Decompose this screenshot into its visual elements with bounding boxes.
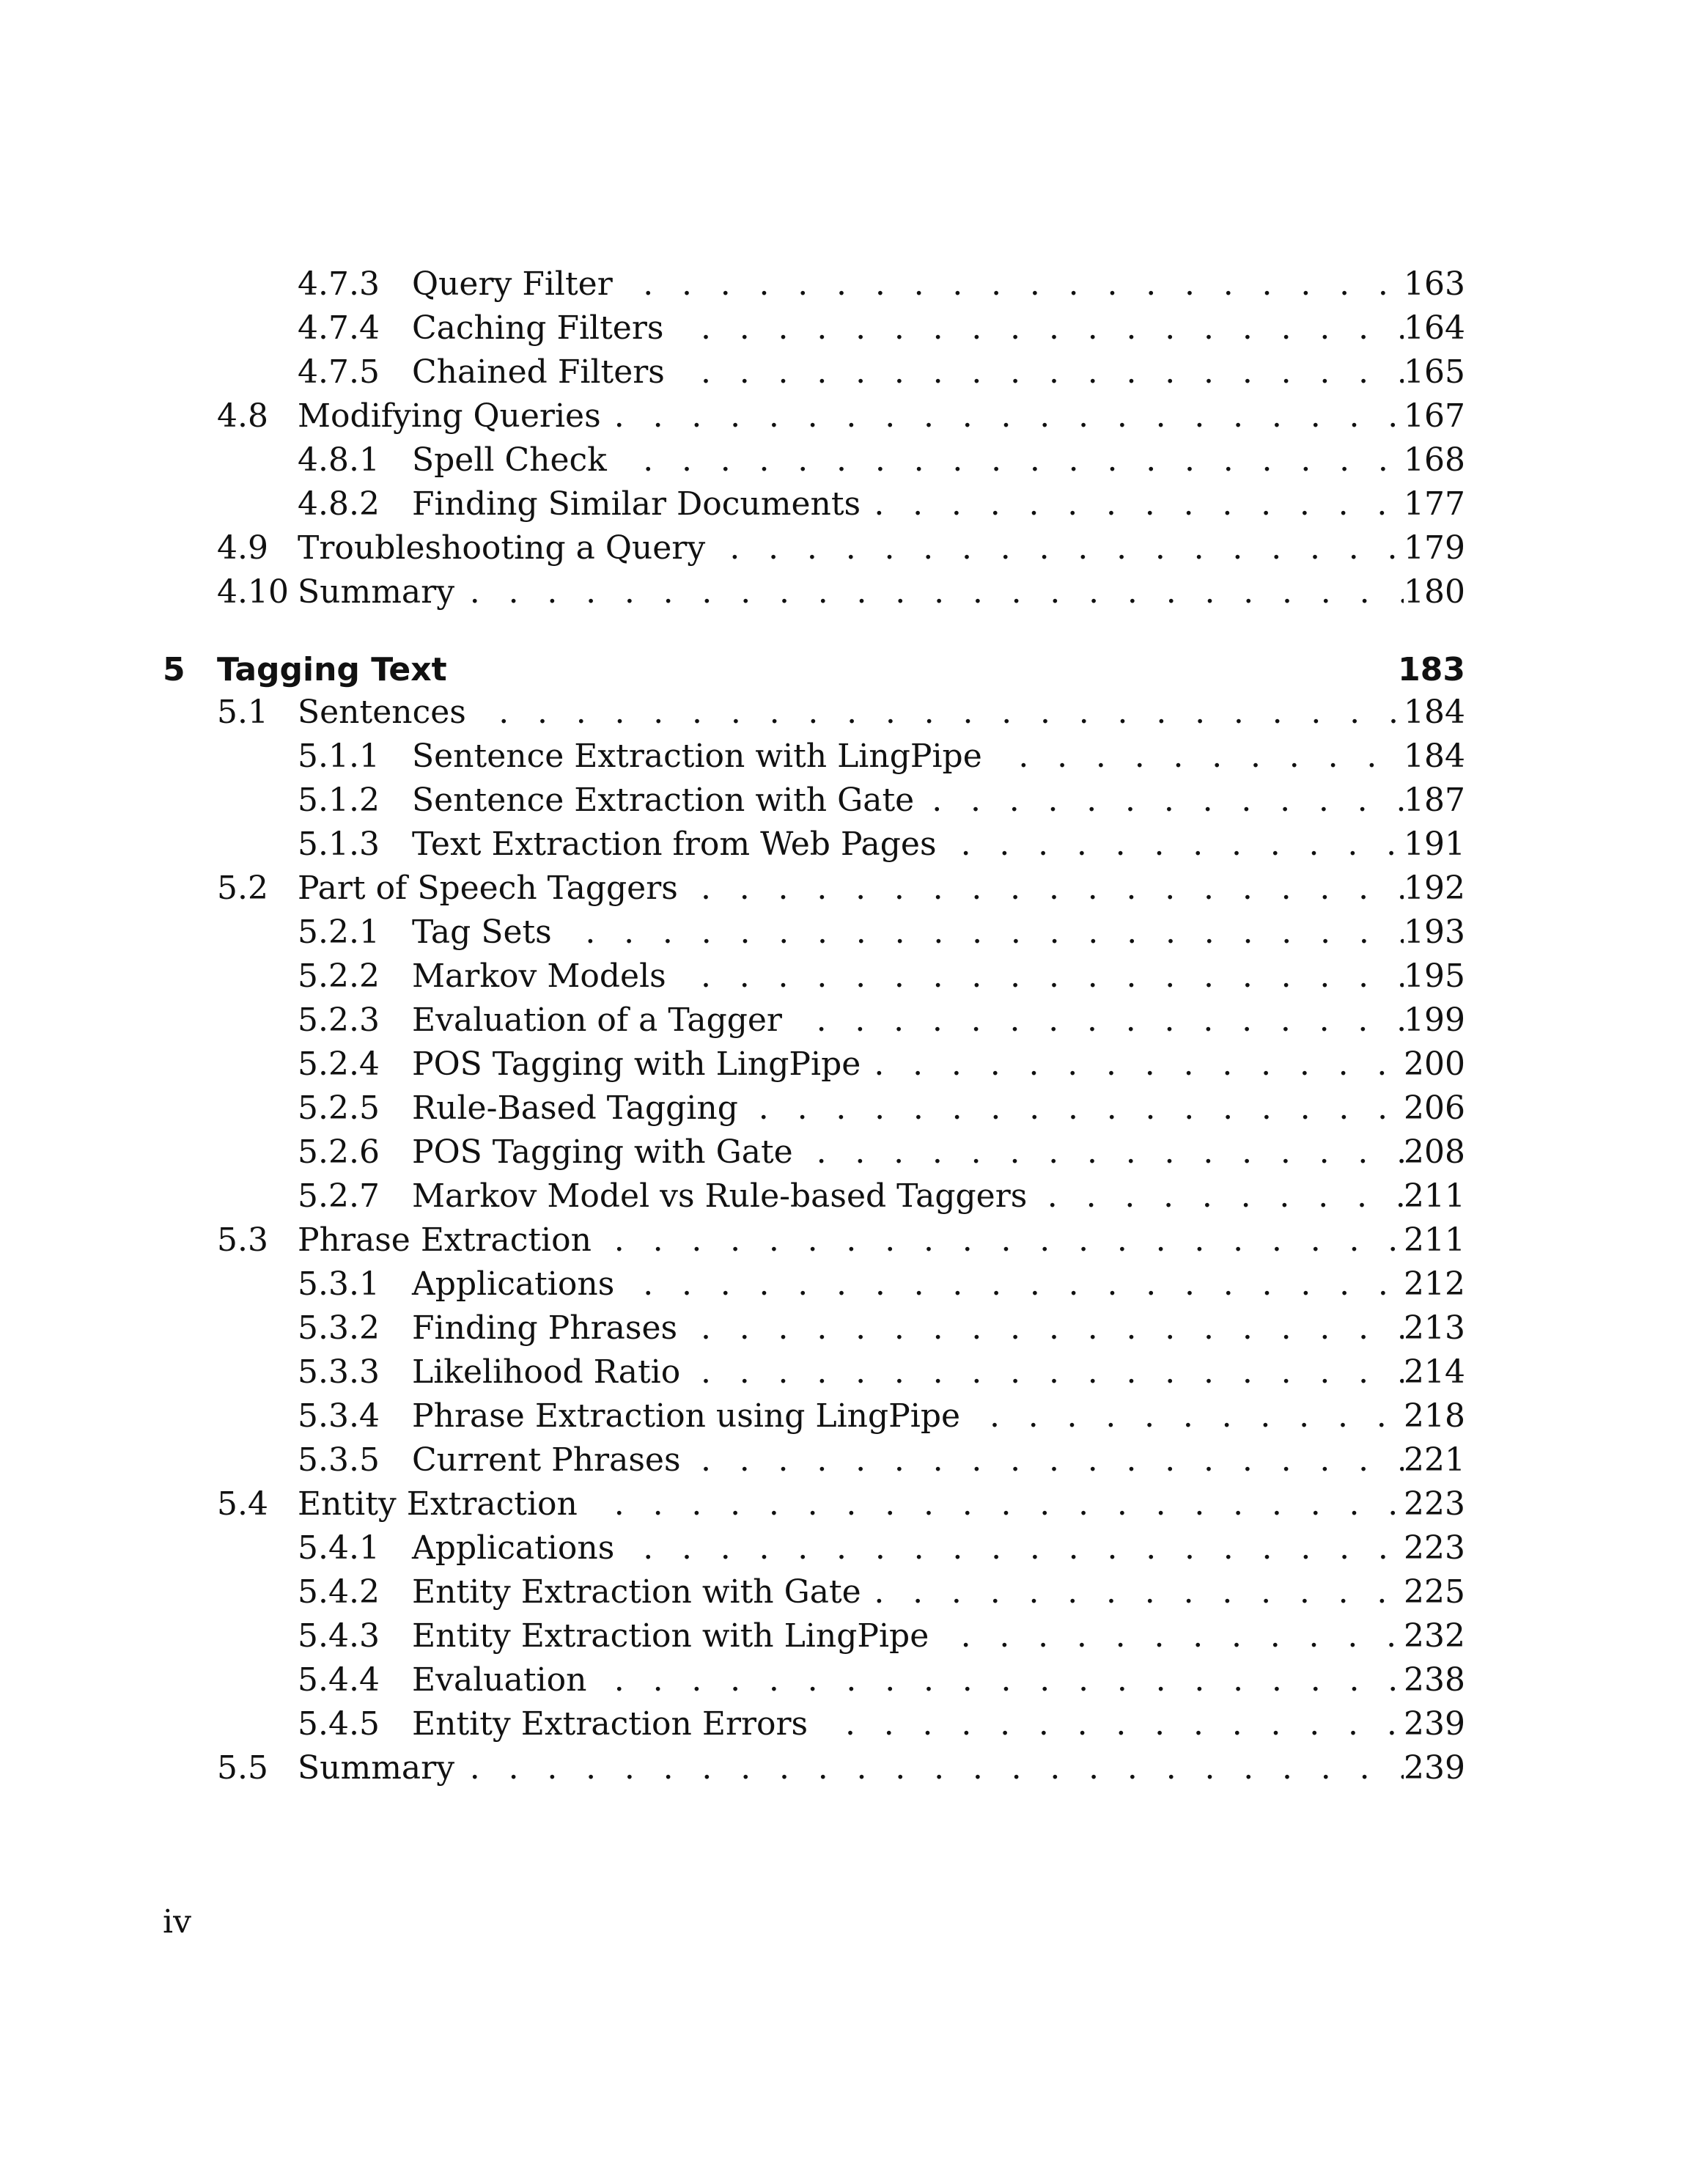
toc-entry-number: 5.1.1 xyxy=(298,738,380,775)
toc-entry-page: 193 xyxy=(1404,911,1465,955)
toc-entry-page: 239 xyxy=(1404,1702,1465,1746)
toc-entry-title: Evaluation of a Tagger xyxy=(412,1001,782,1039)
toc-entry[interactable] xyxy=(0,1043,1691,1087)
dot-leader xyxy=(961,823,1464,867)
toc-entry-page: 168 xyxy=(1404,438,1465,482)
toc-entry-number: 5.2.3 xyxy=(298,1001,380,1039)
toc-entry-page: 223 xyxy=(1404,1526,1465,1570)
toc-entry-page: 206 xyxy=(1404,1087,1465,1130)
toc-entry-page: 200 xyxy=(1404,1043,1465,1087)
dot-leader xyxy=(1018,735,1464,779)
toc-entry-number: 4.9 xyxy=(217,529,268,567)
dot-leader xyxy=(701,1350,1464,1394)
toc-entry-number: 5.3.3 xyxy=(298,1353,380,1391)
dot-leader xyxy=(729,526,1464,570)
toc-entry[interactable] xyxy=(0,1438,1691,1482)
toc-entry-number: 5.4.5 xyxy=(298,1705,380,1743)
toc-entry-title: Troubleshooting a Query xyxy=(298,529,706,567)
toc-entry-page: 195 xyxy=(1404,955,1465,999)
toc-entry[interactable] xyxy=(0,1174,1691,1218)
toc-entry-number: 4.7.4 xyxy=(298,309,380,347)
toc-entry-number: 5.2.2 xyxy=(298,957,380,995)
toc-entry[interactable] xyxy=(0,779,1691,823)
toc-entry-number: 5 xyxy=(163,651,185,688)
dot-leader xyxy=(701,306,1464,350)
toc-entry-title: Sentences xyxy=(298,694,466,731)
toc-entry-title: POS Tagging with LingPipe xyxy=(412,1045,861,1083)
toc-entry-title: Current Phrases xyxy=(412,1441,681,1479)
toc-entry[interactable] xyxy=(0,1702,1691,1746)
toc-entry[interactable] xyxy=(0,1614,1691,1658)
toc-entry[interactable] xyxy=(0,1218,1691,1262)
toc-entry-page: 232 xyxy=(1404,1614,1465,1658)
dot-leader xyxy=(845,1702,1464,1746)
toc-entry-title: Likelihood Ratio xyxy=(412,1353,681,1391)
dot-leader xyxy=(643,262,1464,306)
toc-entry-page: 239 xyxy=(1404,1746,1465,1790)
dot-leader xyxy=(614,1482,1464,1526)
toc-entry[interactable] xyxy=(0,350,1691,394)
dot-leader xyxy=(701,1438,1464,1482)
toc-entry-number: 5.2.6 xyxy=(298,1133,380,1171)
dot-leader xyxy=(585,911,1464,955)
toc-entry-number: 5.2.7 xyxy=(298,1177,380,1215)
dot-leader xyxy=(759,1087,1464,1130)
toc-entry-number: 5.3.5 xyxy=(298,1441,380,1479)
toc-entry-page: 163 xyxy=(1404,262,1465,306)
toc-entry-title: Applications xyxy=(412,1265,615,1303)
toc-entry[interactable] xyxy=(0,570,1691,614)
toc-entry-title: Summary xyxy=(298,573,455,611)
dot-leader xyxy=(701,350,1464,394)
toc-entry-number: 5.4.3 xyxy=(298,1617,380,1655)
toc-entry-title: Caching Filters xyxy=(412,309,664,347)
toc-entry-page: 167 xyxy=(1404,394,1465,438)
toc-entry[interactable] xyxy=(0,1482,1691,1526)
toc-entry-page: 214 xyxy=(1404,1350,1465,1394)
dot-leader xyxy=(643,1262,1464,1306)
dot-leader xyxy=(643,438,1464,482)
toc-entry-title: POS Tagging with Gate xyxy=(412,1133,793,1171)
toc-entry-title: Markov Models xyxy=(412,957,666,995)
toc-entry-page: 225 xyxy=(1404,1570,1465,1614)
toc-entry-page: 199 xyxy=(1404,999,1465,1043)
toc-entry-title: Entity Extraction xyxy=(298,1485,578,1523)
toc-entry[interactable] xyxy=(0,1570,1691,1614)
toc-entry[interactable] xyxy=(0,262,1691,306)
toc-entry[interactable] xyxy=(0,867,1691,911)
page-number: iv xyxy=(163,1903,191,1941)
toc-entry[interactable] xyxy=(0,691,1691,735)
toc-entry-title: Query Filter xyxy=(412,265,613,303)
toc-entry-number: 4.8.1 xyxy=(298,441,380,479)
toc-entry-page: 179 xyxy=(1404,526,1465,570)
toc-entry-number: 5.1.3 xyxy=(298,826,380,863)
toc-entry[interactable] xyxy=(0,1526,1691,1570)
toc-entry-title: Rule-Based Tagging xyxy=(412,1089,738,1127)
toc-entry-page: 211 xyxy=(1404,1174,1465,1218)
dot-leader xyxy=(701,1306,1464,1350)
toc-entry-title: Text Extraction from Web Pages xyxy=(412,826,937,863)
dot-leader xyxy=(498,691,1464,735)
dot-leader xyxy=(874,1570,1464,1614)
toc-entry[interactable] xyxy=(0,1394,1691,1438)
toc-entry-title: Summary xyxy=(298,1749,455,1787)
toc-entry-number: 5.1.2 xyxy=(298,782,380,819)
toc-entry-number: 5.3 xyxy=(217,1221,268,1259)
toc-entry-number: 5.2.4 xyxy=(298,1045,380,1083)
dot-leader xyxy=(817,1130,1464,1174)
toc-entry-title: Evaluation xyxy=(412,1661,587,1699)
toc-entry-number: 4.10 xyxy=(217,573,289,611)
toc-entry-page: 213 xyxy=(1404,1306,1465,1350)
toc-entry-title: Entity Extraction Errors xyxy=(412,1705,808,1743)
dot-leader xyxy=(643,1526,1464,1570)
toc-entry-number: 5.5 xyxy=(217,1749,268,1787)
toc-entry-number: 5.4.2 xyxy=(298,1573,380,1611)
toc-entry-title: Entity Extraction with LingPipe xyxy=(412,1617,929,1655)
dot-leader xyxy=(932,779,1464,823)
toc-entry-number: 4.7.3 xyxy=(298,265,380,303)
toc-entry[interactable] xyxy=(0,1087,1691,1130)
toc-entry-title: Phrase Extraction xyxy=(298,1221,592,1259)
toc-entry-page: 177 xyxy=(1404,482,1465,526)
toc-entry-title: Entity Extraction with Gate xyxy=(412,1573,861,1611)
dot-leader xyxy=(470,1746,1464,1790)
toc-entry-number: 4.8.2 xyxy=(298,485,380,523)
toc-entry-title: Spell Check xyxy=(412,441,607,479)
toc-entry-number: 5.1 xyxy=(217,694,268,731)
toc-entry-title: Sentence Extraction with Gate xyxy=(412,782,915,819)
toc-entry-title: Tag Sets xyxy=(412,913,552,951)
toc-entry[interactable] xyxy=(0,1306,1691,1350)
dot-leader xyxy=(701,867,1464,911)
toc-entry[interactable] xyxy=(0,306,1691,350)
toc-entry-page: 238 xyxy=(1404,1658,1465,1702)
dot-leader xyxy=(614,394,1464,438)
toc-entry-page: 212 xyxy=(1404,1262,1465,1306)
toc-entry-title: Tagging Text xyxy=(217,651,447,688)
toc-entry-title: Part of Speech Taggers xyxy=(298,869,678,907)
toc-entry-number: 5.4.1 xyxy=(298,1529,380,1567)
dot-leader xyxy=(817,999,1464,1043)
toc-entry[interactable] xyxy=(0,735,1691,779)
toc-entry-page: 184 xyxy=(1404,691,1465,735)
toc-entry[interactable] xyxy=(0,482,1691,526)
toc-entry-title: Phrase Extraction using LingPipe xyxy=(412,1397,961,1435)
toc-entry-page: 192 xyxy=(1404,867,1465,911)
toc-entry[interactable] xyxy=(0,438,1691,482)
toc-entry-number: 4.7.5 xyxy=(298,353,380,391)
dot-leader xyxy=(701,955,1464,999)
toc-entry-title: Chained Filters xyxy=(412,353,665,391)
toc-entry-page: 223 xyxy=(1404,1482,1465,1526)
toc-entry-page: 211 xyxy=(1404,1218,1465,1262)
toc-entry-number: 5.3.4 xyxy=(298,1397,380,1435)
toc-entry[interactable] xyxy=(0,955,1691,999)
toc-entry-title: Finding Similar Documents xyxy=(412,485,861,523)
toc-entry-page: 187 xyxy=(1404,779,1465,823)
toc-entry-number: 5.2 xyxy=(217,869,268,907)
toc-entry-title: Finding Phrases xyxy=(412,1309,678,1347)
toc-entry-page: 191 xyxy=(1404,823,1465,867)
toc-entry-title: Markov Model vs Rule-based Taggers xyxy=(412,1177,1028,1215)
toc-entry[interactable] xyxy=(0,394,1691,438)
toc-entry-number: 5.4 xyxy=(217,1485,268,1523)
toc-entry-page: 164 xyxy=(1404,306,1465,350)
toc-entry[interactable] xyxy=(0,1130,1691,1174)
toc-entry[interactable] xyxy=(0,823,1691,867)
toc-entry[interactable] xyxy=(0,1746,1691,1790)
toc-entry-page: 165 xyxy=(1404,350,1465,394)
toc-entry[interactable] xyxy=(0,1350,1691,1394)
toc-entry[interactable] xyxy=(0,999,1691,1043)
dot-leader xyxy=(614,1218,1464,1262)
toc-chapter-entry[interactable] xyxy=(0,648,1691,692)
dot-leader xyxy=(874,482,1464,526)
toc-entry[interactable] xyxy=(0,1262,1691,1306)
toc-entry-page: 183 xyxy=(1398,648,1465,692)
dot-leader xyxy=(874,1043,1464,1087)
toc-entry-number: 5.2.5 xyxy=(298,1089,380,1127)
toc-entry-title: Modifying Queries xyxy=(298,397,601,435)
toc-entry-page: 218 xyxy=(1404,1394,1465,1438)
toc-entry-number: 5.3.1 xyxy=(298,1265,380,1303)
dot-leader xyxy=(961,1614,1464,1658)
toc-entry[interactable] xyxy=(0,526,1691,570)
toc-entry-number: 5.3.2 xyxy=(298,1309,380,1347)
toc-entry-page: 184 xyxy=(1404,735,1465,779)
toc-entry-page: 221 xyxy=(1404,1438,1465,1482)
toc-entry-number: 5.2.1 xyxy=(298,913,380,951)
dot-leader xyxy=(990,1394,1464,1438)
toc-entry-number: 5.4.4 xyxy=(298,1661,380,1699)
dot-leader xyxy=(614,1658,1464,1702)
toc-entry[interactable] xyxy=(0,911,1691,955)
toc-entry-title: Sentence Extraction with LingPipe xyxy=(412,738,982,775)
toc-entry-number: 4.8 xyxy=(217,397,268,435)
dot-leader xyxy=(470,570,1464,614)
toc-entry[interactable] xyxy=(0,1658,1691,1702)
dot-leader xyxy=(1047,1174,1464,1218)
toc-entry-page: 180 xyxy=(1404,570,1465,614)
toc-entry-page: 208 xyxy=(1404,1130,1465,1174)
toc-entry-title: Applications xyxy=(412,1529,615,1567)
